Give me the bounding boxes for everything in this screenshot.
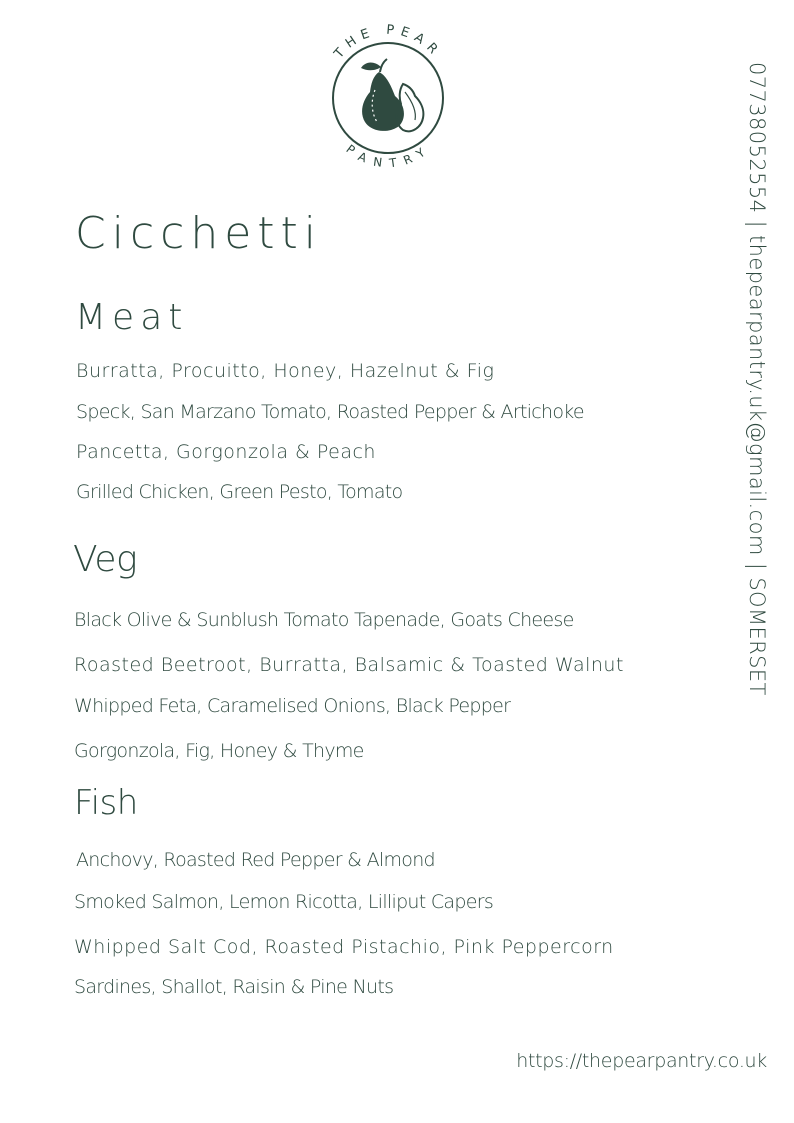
pear-icon — [361, 59, 423, 131]
meat-section-title: Meat — [75, 297, 189, 338]
pear-pantry-logo — [317, 20, 459, 172]
logo-bottom-text: PANTRY — [343, 141, 433, 171]
veg-item: Whipped Feta, Caramelised Onions, Black Pepper — [74, 695, 511, 717]
meat-item: Pancetta, Gorgonzola & Peach — [76, 441, 376, 463]
fish-section-title: Fish — [74, 783, 138, 823]
fish-item: Anchovy, Roasted Red Pepper & Almond — [76, 849, 435, 871]
fish-item: Sardines, Shallot, Raisin & Pine Nuts — [74, 976, 394, 998]
veg-item: Roasted Beetroot, Burratta, Balsamic & Toasted Walnut — [74, 654, 624, 676]
menu-title: Cicchetti — [75, 208, 323, 259]
logo-top-text: THE PEAR — [331, 22, 445, 62]
veg-item: Gorgonzola, Fig, Honey & Thyme — [74, 740, 364, 762]
svg-text:PANTRY — [344, 142, 433, 171]
veg-section-title: Veg — [73, 539, 138, 580]
contact-sidebar: 07738052554 | thepearpantry.uk@gmail.com | SOMERSET — [745, 62, 769, 696]
veg-item: Black Olive & Sunblush Tomato Tapenade, Goats Cheese — [74, 609, 574, 631]
meat-item: Burratta, Procuitto, Honey, Hazelnut & Fig — [76, 360, 495, 382]
meat-item: Speck, San Marzano Tomato, Roasted Pepper & Artichoke — [76, 401, 584, 423]
fish-item: Smoked Salmon, Lemon Ricotta, Lilliput Capers — [74, 891, 494, 913]
fish-item: Whipped Salt Cod, Roasted Pistachio, Pink Peppercorn — [74, 936, 614, 958]
meat-item: Grilled Chicken, Green Pesto, Tomato — [76, 481, 403, 503]
website-link[interactable]: https://thepearpantry.co.uk — [516, 1050, 767, 1072]
